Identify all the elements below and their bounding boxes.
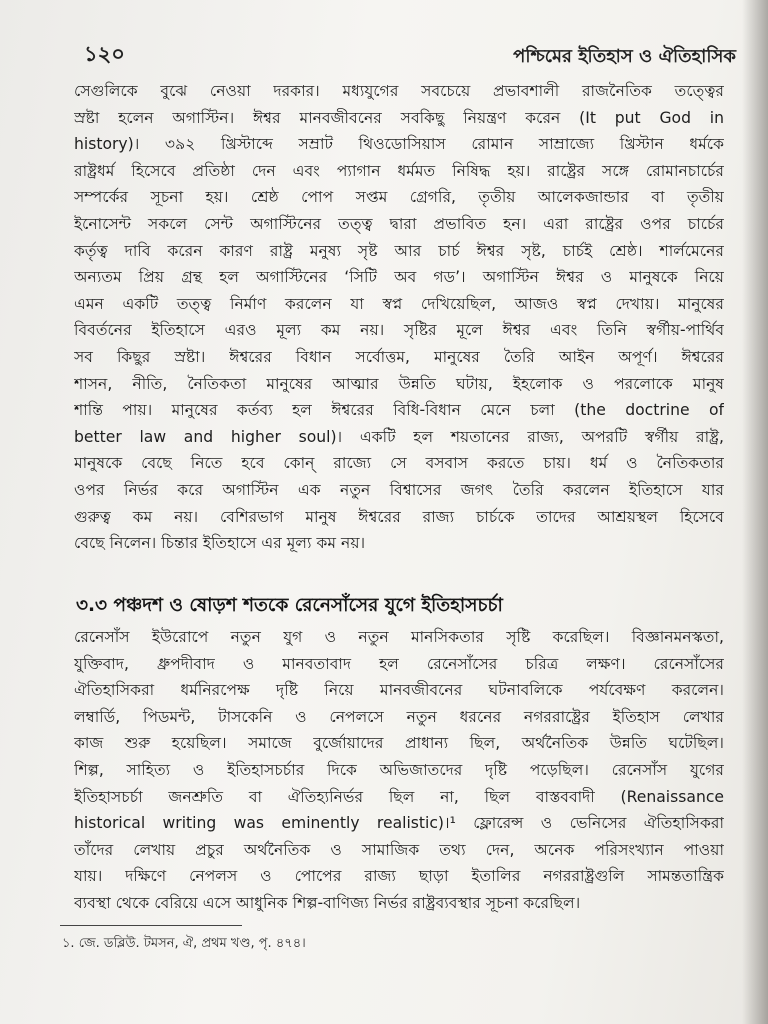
text-line: অন্যতম প্রিয় গ্রন্থ হল অগাস্টিনের ‘সিটি অব গড’। অগাস্টিন ঈশ্বর ও মানুষকে নিয়ে xyxy=(74,268,724,287)
text-line: ব্যবস্থা থেকে বেরিয়ে এসে আধুনিক শিল্প-বাণিজ্য নির্ভর রাষ্ট্রব্যবস্থার সূচনা করেছিল। xyxy=(74,893,581,912)
text-line: রাষ্ট্রধর্ম হিসেবে প্রতিষ্ঠা দেন এবং প্যাগান ধর্মমত নিষিদ্ধ হয়। রাষ্ট্রের সঙ্গে রোমানচার্চের xyxy=(74,161,724,180)
running-title: পশ্চিমের ইতিহাস ও ঐতিহাসিক xyxy=(513,46,736,67)
text-line: গুরুত্ব কম নয়। বেশিরভাগ মানুষ ঈশ্বরের রাজ্য চার্চকে তাদের আশ্রয়স্থল হিসেবে xyxy=(74,507,724,526)
text-line: তাঁদের লেখায় প্রচুর অর্থনৈতিক ও সামাজিক তথ্য দেন, অনেক পরিসংখ্যান পাওয়া xyxy=(74,840,724,859)
text-line: যুক্তিবাদ, ধ্রুপদীবাদ ও মানবতাবাদ হল রেনেসাঁসের চরিত্র লক্ষণ। রেনেসাঁসের xyxy=(74,654,724,673)
text-line: বিবর্তনের ইতিহাসে এরও মূল্য কম নয়। সৃষ্টির মূলে ঈশ্বর এবং তিনি স্বর্গীয়-পার্থিব xyxy=(74,321,724,340)
text-line: শিল্প, সাহিত্য ও ইতিহাসচর্চার দিকে অভিজাতদের দৃষ্টি পড়েছিল। রেনেসাঁস যুগের xyxy=(74,760,724,779)
text-line: সব কিছুর স্রষ্টা। ঈশ্বরের বিধান সর্বোত্তম, মানুষের তৈরি আইন অপূর্ণ। ঈশ্বরের xyxy=(74,347,724,366)
text-line: যায়। দক্ষিণে নেপলস ও পোপের রাজ্য ছাড়া ইতালির নগররাষ্ট্রগুলি সামন্ততান্ত্রিক xyxy=(74,867,724,886)
text-line: শান্তি পায়। মানুষের কর্তব্য হল ঈশ্বরের বিধি-বিধান মেনে চলা (the doctrine of xyxy=(74,401,724,420)
text-line: historical writing was eminently realistic)।¹ ফ্লোরেন্স ও ভেনিসের ঐতিহাসিকরা xyxy=(74,814,724,833)
text-line: এমন একটি তত্ত্ব নির্মাণ করলেন যা স্বপ্ন দেখিয়েছিল, আজও স্বপ্ন দেখায়। মানুষের xyxy=(74,294,724,313)
text-line: মানুষকে বেছে নিতে হবে কোন্ রাজ্যে সে বসবাস করতে চায়। ধর্ম ও নৈতিকতার xyxy=(74,454,724,473)
text-line: লম্বার্ডি, পিডমন্ট, টাসকেনি ও নেপলসে নতুন ধরনের নগররাষ্ট্রের ইতিহাস লেখার xyxy=(74,707,724,726)
section-heading: ৩.৩ পঞ্চদশ ও ষোড়শ শতকে রেনেসাঁসের যুগে ইতিহাসচর্চা xyxy=(76,595,503,616)
page-header xyxy=(84,38,736,68)
text-line: ইতিহাসচর্চা জনশ্রুতি বা ঐতিহ্যনির্ভর ছিল না, ছিল বাস্তববাদী (Renaissance xyxy=(74,787,724,806)
text-line: ঐতিহাসিকরা ধর্মনিরপেক্ষ দৃষ্টি নিয়ে মানবজীবনের ঘটনাবলিকে পর্যবেক্ষণ করলেন। xyxy=(74,681,724,700)
text-line: স্রষ্টা হলেন অগাস্টিন। ঈশ্বর মানবজীবনের সবকিছু নিয়ন্ত্রণ করেন (It put God in xyxy=(74,108,724,127)
text-line: ওপর নির্ভর করে অগাস্টিন এক নতুন বিশ্বাসের জগৎ তৈরি করলেন ইতিহাসে যার xyxy=(74,480,724,499)
text-line: সম্পর্কের সূচনা হয়। শ্রেষ্ঠ পোপ সপ্তম গ্রেগরি, তৃতীয় আলেকজান্ডার বা তৃতীয় xyxy=(74,188,724,207)
page-number: ১২০ xyxy=(84,42,125,66)
text-line: ইনোসেন্ট সকলে সেন্ট অগাস্টিনের তত্ত্ব দ্বারা প্রভাবিত হন। এরা রাষ্ট্রের ওপর চার্চের xyxy=(74,214,724,233)
text-line: কর্তৃত্ব দাবি করেন কারণ রাষ্ট্র মনুষ্য সৃষ্ট আর চার্চ ঈশ্বর সৃষ্ট, চার্চই শ্রেষ্ঠ। শার্লমেনের xyxy=(74,241,724,260)
paragraph-augustine xyxy=(74,78,724,557)
paragraph-renaissance xyxy=(74,624,724,917)
text-line: better law and higher soul)। একটি হল শয়তানের রাজ্য, অপরটি স্বর্গীয় রাষ্ট্র, xyxy=(74,427,724,446)
text-line: সেগুলিকে বুঝে নেওয়া দরকার। মধ্যযুগের সবচেয়ে প্রভাবশালী রাজনৈতিক তত্ত্বের xyxy=(74,82,724,100)
text-line: রেনেসাঁস ইউরোপে নতুন যুগ ও নতুন মানসিকতার সৃষ্টি করেছিল। বিজ্ঞানমনস্কতা, xyxy=(74,628,724,646)
text-line: শাসন, নীতি, নৈতিকতা মানুষের আত্মার উন্নতি ঘটায়, ইহলোক ও পরলোকে মানুষ xyxy=(74,374,724,393)
footnote-divider xyxy=(60,925,242,926)
footnote: ১. জে. ডব্লিউ. টমসন, ঐ, প্রথম খণ্ড, পৃ. ৪৭৪। xyxy=(62,936,306,951)
text-line: বেছে নিলেন। চিন্তার ইতিহাসে এর মূল্য কম নয়। xyxy=(74,534,366,553)
text-line: history)। ৩৯২ খ্রিস্টাব্দে সম্রাট থিওডোসিয়াস রোমান সাম্রাজ্যে খ্রিস্টান ধর্মকে xyxy=(74,135,724,154)
text-line: কাজ শুরু হয়েছিল। সমাজে বুর্জোয়াদের প্রাধান্য ছিল, অর্থনৈতিক উন্নতি ঘটেছিল। xyxy=(74,734,724,753)
